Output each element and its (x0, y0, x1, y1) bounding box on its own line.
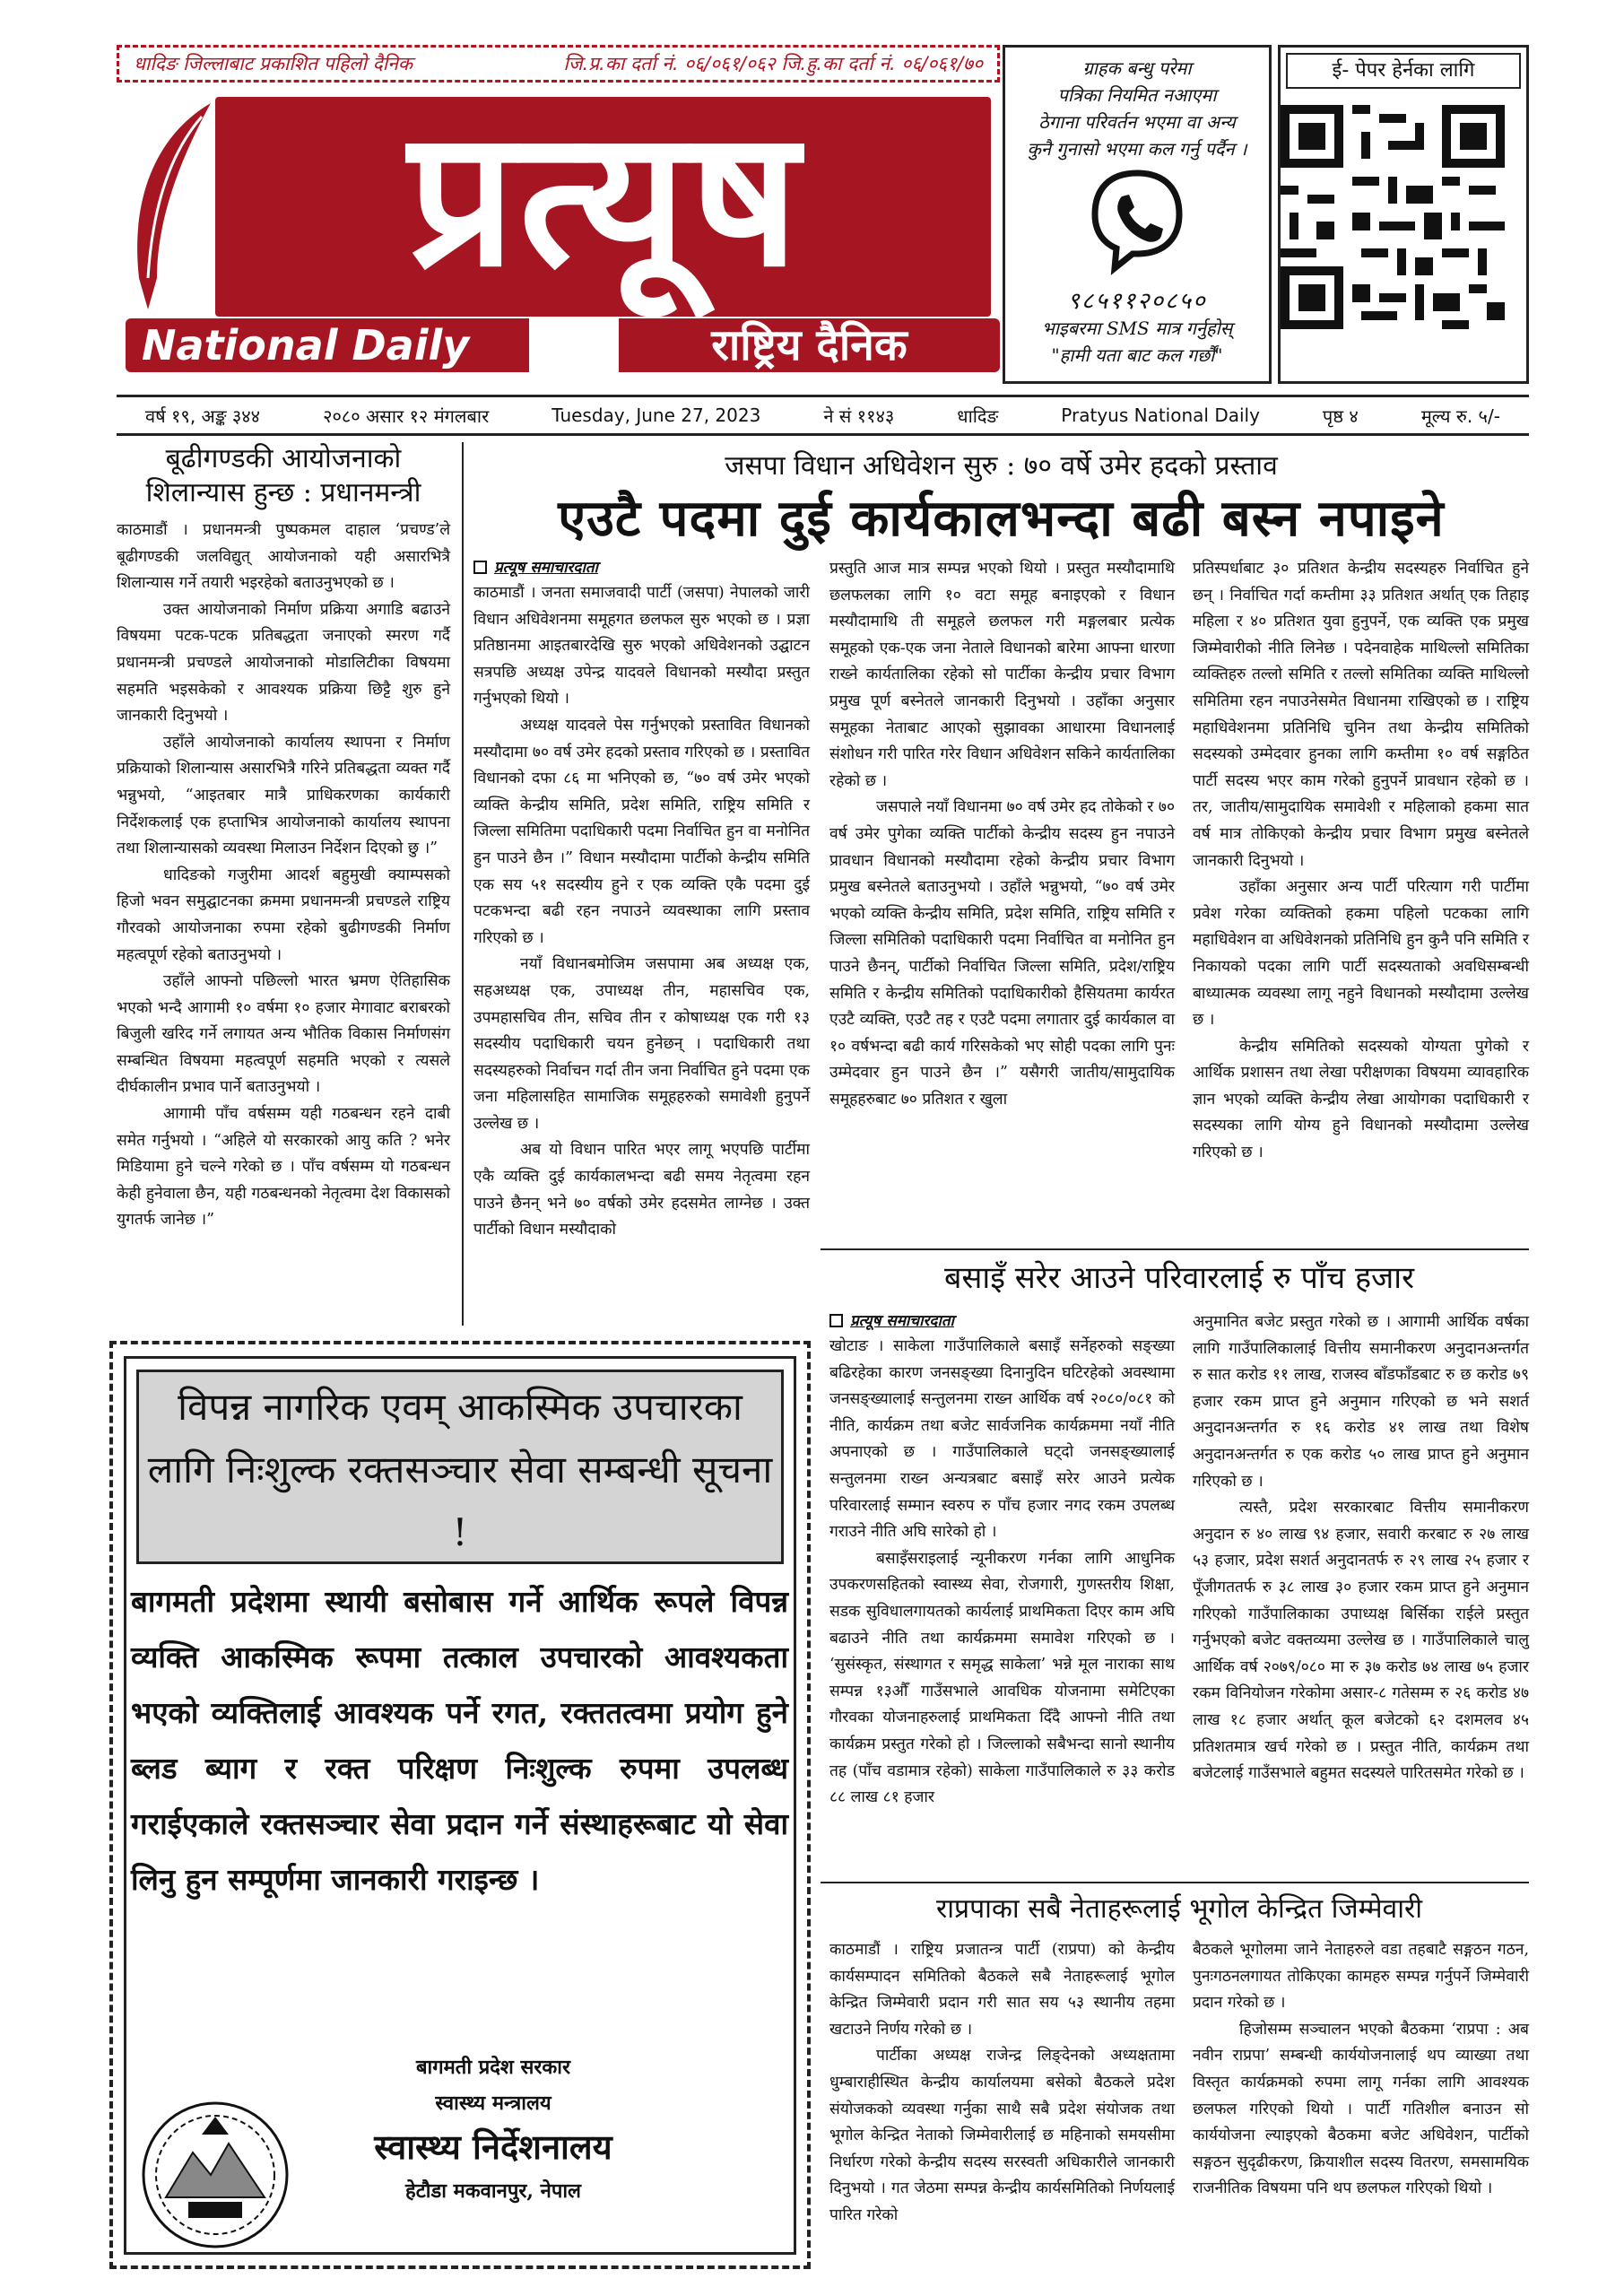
story-body (117, 517, 450, 1234)
story4-column-2 (1193, 1937, 1529, 2203)
paragraph: काठमाडौं । प्रधानमन्त्री पुष्पकमल दाहाल ‘प्रचण्ड’ले बूढीगण्डकी जलविद्युत् आयोजनाको यही असारभित्रै शिलान्यास गर्ने तयारी भइरहेको बताउनुभएको छ । (117, 521, 450, 593)
lead-headline: एउटै पदमा दुई कार्यकालभन्दा बढी बस्न नपाइने (558, 489, 1445, 548)
section-divider (821, 1882, 1529, 1883)
sms-line: पत्रिका नियमित नआएमा (1057, 84, 1217, 106)
paragraph: अध्यक्ष यादवले पेस गर्नुभएको प्रस्तावित विधानको मस्यौदामा ७० वर्ष उमेर हदको प्रस्ताव गरिएको छ । प्रस्तावित विधानको दफा ८६ मा भनिएको छ, “७० वर्ष उमेर भएको व्यक्ति केन्द्रीय समिति, प्रदेश समिति, राष्ट्रिय समिति र जिल्ला समितिमा पदाधिकारी पदमा निर्वाचित हुन वा मनोनित हुन पाउने छैन ।” विधान मस्यौदामा पार्टीको केन्द्रीय समिति एक सय ५१ सदस्यीय हुने र एक व्यक्ति एकै पदमा दुई पटकभन्दा बढी रहन नपाउने व्यवस्थाका लागि प्रस्ताव गरिएको छ । (473, 716, 810, 947)
story3-column-1 (829, 1309, 1175, 1812)
sms-quote: "हामी यता बाट कल गर्छौं" (1051, 344, 1223, 366)
epaper-box (1278, 45, 1529, 384)
paragraph: अनुमानित बजेट प्रस्तुत गरेको छ । आगामी आर्थिक वर्षका लागि गाउँपालिकालाई वित्तीय समानीकरण अनुदानअन्तर्गत रु सात करोड ११ लाख, राजस्व बाँडफाँडबाट रु छ करोड ७९ हजार रकम प्राप्त हुने अनुमान गरिएको छ भने सशर्त अनुदानअन्तर्गत रु १६ करोड ४१ लाख तथा विशेष अनुदानअन्तर्गत रु एक करोड ५० लाख प्राप्त हुने अनुमान गरिएको छ । (1193, 1313, 1529, 1491)
story4-column-1 (829, 1937, 1175, 2230)
story-budhigandaki (117, 442, 450, 1234)
paragraph: धादिङको गजुरीमा आदर्श बहुमुखी क्याम्पसको हिजो भवन समुद्घाटनका क्रममा प्रधानमन्त्री प्रचण्डले राष्ट्रिय गौरवको आयोजनाका रुपमा रहेको बुढीगण्डकी निर्माण महत्वपूर्ण रहेको बताउनुभयो । (117, 865, 450, 964)
ministry-name: स्वास्थ्य मन्त्रालय (435, 2092, 551, 2115)
paragraph: अब यो विधान पारित भएर लागू भएपछि पार्टीमा एकै व्यक्ति दुई कार्यकालभन्दा बढी समय नेतृत्वमा रहन पाउने छैनन् भने ७० वर्षको उमेर हदसमेत लाग्नेछ । उक्त पार्टीको विधान मस्यौदाको (473, 1141, 810, 1239)
paragraph: बसाइँसराइलाई न्यूनीकरण गर्नका लागि आधुनिक उपकरणसहितको स्वास्थ्य सेवा, रोजगारी, गुणस्तरीय शिक्षा, सडक सुविधालगायतको कार्यलाई प्राथमिकता दिएर काम अघि बढाउने नीति तथा कार्यक्रममा समावेश गरिएको छ । ‘सुसंस्कृत, संस्थागत र समृद्ध साकेला’ भन्ने मूल नाराका साथ सम्पन्न १३औँ गाउँसभाले आवधिक योजनामा समेटिएका गौरवका योजनाहरुलाई प्राथमिकता दिँदै आफ्नो नीति तथा कार्यक्रम प्रस्तुत गरेको हो । जिल्लाको सबैभन्दा सानो स्थानीय तह (पाँच वडामात्र रहेको) साकेला गाउँपालिकाले रु ३३ करोड ८८ लाख ८१ हजार (829, 1549, 1175, 1807)
logo-nepali: राष्ट्रिय दैनिक (619, 318, 1000, 372)
paragraph: प्रस्तुति आज मात्र सम्पन्न भएको थियो । प्रस्तुत मस्यौदामाथि छलफलका लागि १० वटा समूह बनाइएको र विधान मस्यौदामाथि ती समूहले छलफल गरी मङ्गलबार प्रत्येक समूहको एक-एक जना नेताले विधानको बारेमा आफ्ना धारणा राख्ने कार्यतालिका रहेको सो पार्टीका केन्द्रीय प्रचार विभाग प्रमुख पूर्ण बस्नेतले जानकारी दिनुभयो । उहाँका अनुसार समूहका नेताबाट आएको सुझावका आधारमा विधानलाई संशोधन गरी पारित गरेर विधान अधिवेशन सकिने कार्यतालिका रहेको छ । (829, 560, 1175, 790)
date-nepali: २०८० असार १२ मंगलबार (323, 404, 490, 427)
paragraph: पार्टीका अध्यक्ष राजेन्द्र लिङ्देनको अध्यक्षतामा धुम्बाराहीस्थित केन्द्रीय कार्यालयमा बसेको बैठकले प्रदेश संयोजकको व्यवस्था गर्नुका साथै सबै प्रदेश संयोजक तथा भूगोल केन्द्रित नेताको जिम्मेवारीलाई छ महिनाको समयसीमा निर्धारण गरेको केन्द्रीय सदस्य सरस्वती अधिकारीले जानकारी दिनुभयो । गत जेठमा सम्पन्न केन्द्रीय कार्यसमितिको निर्णयलाई पारित गरेको (829, 2047, 1175, 2224)
notice-signature (269, 2049, 717, 2209)
paragraph: केन्द्रीय समितिको सदस्यको योग्यता पुगेको र आर्थिक प्रशासन तथा लेखा परीक्षणका विषयमा व्यावहारिक ज्ञान भएको व्यक्ति केन्द्रीय लेखा आयोगका पदाधिकारी र सदस्यका लागि योग्य हुने विधानको मस्यौदामा उल्लेख गरिएको छ । (1193, 1037, 1529, 1162)
column-divider (462, 442, 464, 1326)
paragraph: उहाँले आयोजनाको कार्यालय स्थापना र निर्माण प्रक्रियाको शिलान्यास असारभित्रै गरिने प्रतिबद्धता व्यक्त गर्दै भन्नुभयो, “आइतबार मात्रै प्राधिकरणका कार्यकारी निर्देशकलाई एक हप्ताभित्र आयोजनाको कार्यालय स्थापना तथा शिलान्यासको व्यवस्था मिलाउन निर्देशन दिएको छु ।” (117, 733, 450, 858)
brand-english: Pratyus National Daily (1061, 404, 1260, 426)
paragraph: उहाँले आफ्नो पछिल्लो भारत भ्रमण ऐतिहासिक भएको भन्दै आगामी १० वर्षमा १० हजार मेगावाट बराबरको बिजुली खरिद गर्ने लगायत अन्य भौतिक विकास निर्माणसंग सम्बन्धित विषयमा महत्वपूर्ण सहमति भएको र त्यसले दीर्घकालीन प्रभाव पार्ने बताउनुभयो । (117, 972, 450, 1097)
sms-line: ग्राहक बन्धु परेमा (1082, 57, 1192, 79)
paragraph: हिजोसम्म सञ्चालन भएको बैठकमा ‘राप्रपा : अब नवीन राप्रपा’ सम्बन्धी कार्ययोजनालाई थप व्याख्या तथा विस्तृत कार्यक्रमको रुपमा लागू गर्नका लागि आवश्यक छलफल गरिएको थियो । पार्टी गतिशील बनाउन सो कार्ययोजना ल्याइएको बैठकमा बजेट अधिवेशन, पार्टीको सङ्गठन सुदृढीकरण, क्रियाशील सदस्य वितरण, समसामयिक राजनीतिक विषयमा पनि थप छलफल गरिएको थियो । (1193, 2020, 1529, 2198)
story-headline: राप्रपाका सबै नेताहरूलाई भूगोल केन्द्रित जिम्मेवारी (935, 1893, 1423, 1925)
section-divider (821, 1248, 1529, 1250)
lead-column-3 (1193, 556, 1529, 1167)
paragraph: काठमाडौं । जनता समाजवादी पार्टी (जसपा) नेपालको जारी विधान अधिवेशनमा समूहगत छलफल सुरु भएको छ । प्रज्ञा प्रतिष्ठानमा आइतबारदेखि सुरु भएको अधिवेशनको उद्घाटन सत्रपछि अध्यक्ष उपेन्द्र यादवले विधानको मस्यौदा प्रस्तुत गर्नुभएको थियो । (473, 584, 810, 709)
paragraph: उहाँका अनुसार अन्य पार्टी परित्याग गरी पार्टीमा प्रवेश गरेका व्यक्तिको हकमा पहिलो पटकका लागि महाधिवेशन वा अधिवेशनको प्रतिनिधि हुन कुनै पनि समिति र निकायको पदका लागि पार्टी सदस्यताको अवधिसम्बन्धी बाध्यात्मक व्यवस्था लागू नहुने विधानको मस्यौदामा उल्लेख छ । (1193, 878, 1529, 1030)
paragraph: नयाँ विधानबमोजिम जसपामा अब अध्यक्ष एक, सहअध्यक्ष एक, उपाध्यक्ष तीन, महासचिव एक, उपमहासचिव तीन, सचिव तीन र कोषाध्यक्ष एक गरी १३ सदस्यीय पदाधिकारी चयन हुनेछन् । पदाधिकारी तथा सदस्यहरुको निर्वाचन गर्दा तीन जना निर्वाचित हुने पदमा एक जना महिलासहित सामाजिक समूहहरुको समावेशी हुनुपर्ने उल्लेख छ । (473, 955, 810, 1133)
price: मूल्य रु. ५/- (1420, 404, 1500, 427)
dateline-bar (117, 395, 1529, 436)
qr-code-icon[interactable] (1281, 105, 1505, 329)
volume-issue: वर्ष १९, अङ्क ३४४ (145, 404, 261, 427)
nepal-sambat: ने सं ११४३ (823, 404, 895, 427)
sms-line: कुनै गुनासो भएमा कल गर्नु पर्दैन । (1027, 138, 1247, 160)
bullet-square-icon (829, 1314, 843, 1327)
paragraph: प्रतिस्पर्धाबाट ३० प्रतिशत केन्द्रीय सदस्यहरु निर्वाचित हुने छन् । निर्वाचित गर्दा कम्तीमा ३३ प्रतिशत अर्थात् एक तिहाइ महिला र ४० प्रतिशत युवा हुनुपर्ने, एक व्यक्ति एक प्रमुख जिम्मेवारीको नीति लिनेछ । पदेनवाहेक माथिल्लो समितिका व्यक्तिहरु तल्लो समिति र तल्लो समितिका व्यक्ति माथिल्लो समितिमा रहन नपाउनेसमेत विधानमा राखिएको छ । राष्ट्रिय महाधिवेशनमा प्रतिनिधि चुनिन तथा केन्द्रीय समितिको सदस्यको उम्मेदवार हुनका लागि कम्तीमा १० वर्ष सङ्गठित पार्टी सदस्य भएर काम गरेको हुनुपर्ने प्रावधान रहेको छ । तर, जातीय/सामुदायिक समावेशी र महिलाको हकमा सात वर्ष मात्र तोकिएको केन्द्रीय प्रचार विभाग प्रमुख बस्नेतले जानकारी दिनुभयो । (1193, 560, 1529, 870)
directorate-address: हेटौडा मकवानपुर, नेपाल (405, 2179, 581, 2203)
tagline-left: धादिङ जिल्लाबाट प्रकाशित पहिलो दैनिक (134, 53, 413, 74)
story-byline: प्रत्यूष समाचारदाता (473, 556, 810, 577)
page-number: पृष्ठ ४ (1322, 404, 1359, 427)
reader-service-box (1003, 45, 1272, 384)
paragraph: खोटाङ । साकेला गाउँपालिकाले बसाइँ सर्नेहरुको सङ्ख्या बढिरहेका कारण जनसङ्ख्या दिनानुदिन घटिरहेको अवस्थामा जनसङ्ख्यालाई सन्तुलनमा राख्न आर्थिक वर्ष २०८०/०८१ को नीति, कार्यक्रम तथा बजेट सार्वजनिक कार्यक्रममा नयाँ नीति अपनाएको छ । गाउँपालिकाले घट्दो जनसङ्ख्यालाई सन्तुलनमा राख्न अन्यत्रबाट बसाइँ सरेर आउने प्रत्येक परिवारलाई सम्मान स्वरुप रु पाँच हजार नगद रकम उपलब्ध गराउने नीति अघि सारेको हो । (829, 1337, 1175, 1542)
feather-pen-icon (121, 99, 220, 314)
sms-number: ९८५११२०८५० (1067, 288, 1207, 315)
story-jaspa-header (473, 448, 1529, 552)
notice-body: बागमती प्रदेशमा स्थायी बसोबास गर्ने आर्थिक रूपले विपन्न व्यक्ति आकस्मिक रूपमा तत्काल उपचारको आवश्यकता भएको व्यक्तिलाई आवश्यक पर्ने रगत, रक्ततत्वमा प्रयोग हुने ब्लड ब्याग र रक्त परिक्षण निःशुल्क रुपमा उपलब्ध गराईएकाले रक्तसञ्चार सेवा प्रदान गर्ने संस्थाहरूबाट यो सेवा लिनु हुन सम्पूर्णमा जानकारी गराइन्छ । (131, 1584, 788, 1897)
paragraph: काठमाडौं । राष्ट्रिय प्रजातन्त्र पार्टी (राप्रपा) को केन्द्रीय कार्यसम्पादन समितिको बैठकले सबै नेताहरूलाई भूगोल केन्द्रित जिम्मेवारी प्रदान गरी सात सय ५३ स्थानीय तहमा खटाउने निर्णय गरेको छ । (829, 1941, 1175, 2039)
paragraph: जसपाले नयाँ विधानमा ७० वर्ष उमेर हद तोकेको र ७० वर्ष उमेर पुगेका व्यक्ति पार्टीको केन्द्रीय सदस्य हुन नपाउने प्रावधान विधानको मस्यौदामा रहेको केन्द्रीय प्रचार विभाग प्रमुख बस्नेतले बताउनुभयो । उहाँले भन्नुभयो, “७० वर्ष उमेर भएको व्यक्ति केन्द्रीय समिति, प्रदेश समिति, राष्ट्रिय समिति र जिल्ला समितिको पदाधिकारी पदमा निर्वाचित वा मनोनित हुन पाउने छैनन्, पार्टीको निर्वाचित जिल्ला समिति, प्रदेश/राष्ट्रिय समिति र केन्द्रीय समितिको पदाधिकारीको हैसियतमा कार्यरत एउटै व्यक्ति, एउटै तह र एउटै पदमा लगातार दुई कार्यकाल वा १० वर्षभन्दा बढी कार्य गरिसकेको भए सोही पदका लागि पुनः उम्मेदवार हुन पाउने छैन ।” यसैगरी जातीय/सामुदायिक समूहहरुबाट ७० प्रतिशत र खुला (829, 798, 1175, 1109)
story-kicker: जसपा विधान अधिवेशन सुरु : ७० वर्षे उमेर हदको प्रस्ताव (725, 450, 1278, 482)
sms-line: ठेगाना परिवर्तन भएमा वा अन्य (1038, 111, 1236, 133)
sms-note: भाइबरमा SMS मात्र गर्नुहोस् (1041, 317, 1233, 339)
lead-column-2 (829, 556, 1175, 1113)
date-english: Tuesday, June 27, 2023 (551, 404, 761, 426)
logo-english: National Daily (126, 318, 529, 372)
publication-place: धादिङ (957, 404, 999, 427)
paragraph: त्यस्तै, प्रदेश सरकारबाट वित्तीय समानीकरण अनुदान रु ४० लाख ९४ हजार, सवारी करबाट रु २७ लाख ५३ हजार, प्रदेश सशर्त अनुदानतर्फ रु २९ लाख २५ हजार र पूँजीगततर्फ रु ३८ लाख ३० हजार रकम प्राप्त हुने अनुमान गरिएको गाउँपालिकाका उपाध्यक्ष बिर्सिका राईले प्रस्तुत गर्नुभएको बजेट वक्तव्यमा उल्लेख छ । गाउँपालिकाले चालु आर्थिक वर्ष २०७९/०८० मा रु ३७ करोड ७४ लाख ७५ हजार रकम विनियोजन गरेकोमा असार-८ गतेसम्म रु २६ करोड ४७ लाख १८ हजार अर्थात् कूल बजेटको ६२ दशमलव ४५ प्रतिशतमात्र खर्च गरेको छ । प्रस्तुत नीति, कार्यक्रम तथा बजेटलाई गाउँसभाले बहुमत सदस्यले पारितसमेत गरेको छ । (1193, 1499, 1529, 1783)
lead-column-1 (473, 556, 810, 1244)
masthead-tagline-strip (117, 45, 1000, 83)
paragraph: बैठकले भूगोलमा जाने नेताहरुले वडा तहबाटै सङ्गठन गठन, पुनःगठनलगायत तोकिएका कामहरु सम्पन्न गर्नुपर्ने जिम्मेवारी प्रदान गरेको छ । (1193, 1941, 1529, 2013)
paragraph: उक्त आयोजनाको निर्माण प्रक्रिया अगाडि बढाउने विषयमा पटक-पटक प्रतिबद्धता जनाएको स्मरण गर्दै प्रधानमन्त्री प्रचण्डले आयोजनाको मोडालिटीका विषयमा सहमति भइसकेको र आवश्यक प्रक्रिया छिट्टै शुरु हुने जानकारी दिनुभयो । (117, 600, 450, 726)
directorate-name: स्वास्थ्य निर्देशनालय (374, 2126, 612, 2167)
paragraph: आगामी पाँच वर्षसम्म यही गठबन्धन रहने दाबी समेत गर्नुभयो । “अहिले यो सरकारको आयु कति ? भनेर मिडियामा हुने चल्ने गरेको छ । पाँच वर्षसम्म यो गठबन्धन केही हुनेवाला छैन, यही गठबन्धनको नेतृत्वमा देश विकासको युगतर्फ जानेछ ।” (117, 1105, 450, 1230)
gov-name: बागमती प्रदेश सरकार (416, 2056, 570, 2079)
newspaper-logo: प्रत्यूष (408, 87, 803, 309)
story-byline: प्रत्यूष समाचारदाता (829, 1309, 1175, 1330)
bullet-square-icon (473, 561, 487, 574)
story-headline: बूढीगण्डकी आयोजनाको शिलान्यास हुन्छ : प्रधानमन्त्री (145, 443, 421, 509)
viber-phone-icon (1088, 168, 1186, 275)
story3-column-2 (1193, 1309, 1529, 1787)
tagline-right: जि.प्र.का दर्ता नं. ०६/०६१/०६२ जि.हु.का दर्ता नं. ०६/०६१/७० (563, 53, 983, 74)
story-headline: बसाइँ सरेर आउने परिवारलाई रु पाँच हजार (943, 1260, 1414, 1296)
notice-title: विपन्न नागरिक एवम् आकस्मिक उपचारका लागि निःशुल्क रक्तसञ्चार सेवा सम्बन्धी सूचना ! (136, 1370, 784, 1564)
epaper-label: ई- पेपर हेर्नका लागि (1286, 53, 1521, 89)
